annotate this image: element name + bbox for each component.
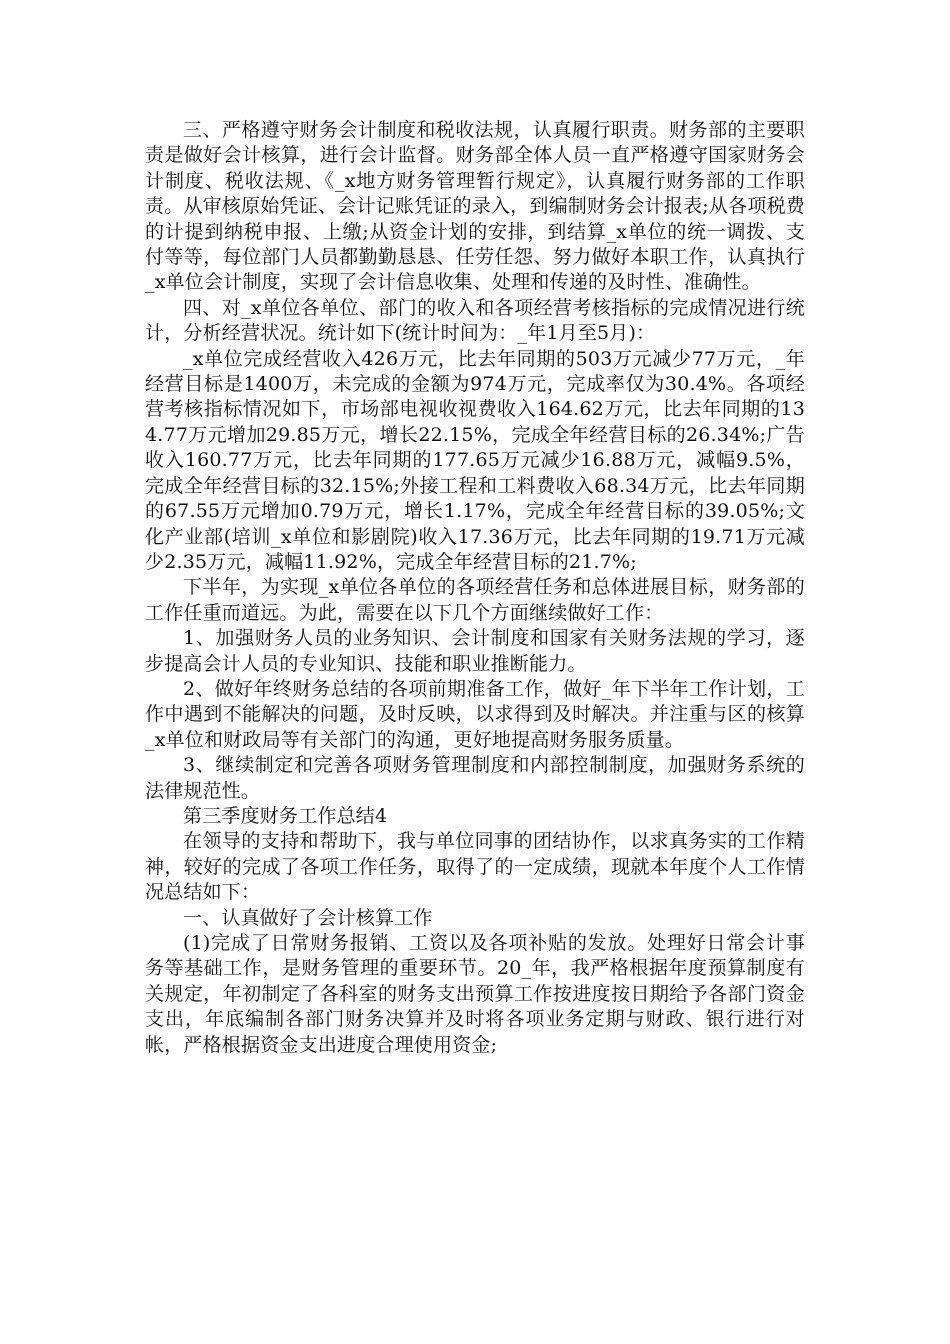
- document-page: [145, 118, 805, 1058]
- paragraph-section-four: 四、对_x单位各单位、部门的收入和各项经营考核指标的完成情况进行统计，分析经营状况。统计如下(统计时间为：_年1月至5月)：: [145, 296, 805, 345]
- section-title: 第三季度财务工作总结4: [183, 804, 388, 827]
- paragraph-second-half: 下半年，为实现_x单位各单位的各项经营任务和总体进展目标，财务部的工作任重而道远。为此，需要在以下几个方面继续做好工作：: [145, 576, 805, 624]
- paragraph-intro: 在领导的支持和帮助下，我与单位同事的团结协作，以求真务实的工作精神，较好的完成了各项工作任务，取得了的一定成绩，现就本年度个人工作情况总结如下：: [145, 830, 805, 904]
- paragraph-revenue-statistics: _x单位完成经营收入426万元，比去年同期的503万元减少77万元，_年经营目标是1400万，未完成的金额为974万元，完成率仅为30.4%。各项经营考核指标情况如下，市场部电视收视费收入164.62万元，比去年同期的134.77万元增加29.85万元，增长22.15%，完成全年经营目标的26.34%;广告收入160.77万元，比去年同期的177.65万元减少16.88万元，减幅9.5%，完成全年经营目标的32.15%;外接工程和工料费收入68.34万元，比去年同期的67.55万元增加0.79万元，增长1.17%，完成全年经营目标的39.05%;文化产业部(培训_x单位和影剧院)收入17.36万元，比去年同期的19.71万元减少2.35万元，减幅11.92%，完成全年经营目标的21.7%;: [145, 347, 806, 573]
- paragraph-accounting-work: (1)完成了日常财务报销、工资以及各项补贴的发放。处理好日常会计事务等基础工作，是财务管理的重要环节。20_年，我严格根据年度预算制度有关规定，年初制定了各科室的财务支出预算工作按进度按日期给予各部门资金支出，年底编制各部门财务决算并及时将各项业务定期与财政、银行进行对帐，严格根据资金支出进度合理使用资金;: [145, 932, 805, 1056]
- list-item-3: 3、继续制定和完善各项财务管理制度和内部控制制度，加强财务系统的法律规范性。: [145, 754, 805, 802]
- list-item-2: 2、做好年终财务总结的各项前期准备工作，做好_年下半年工作计划，工作中遇到不能解决的问题，及时反映，以求得到及时解决。并注重与区的核算_x单位和财政局等有关部门的沟通，更好地提高财务服务质量。: [145, 677, 805, 751]
- list-item-1: 1、加强财务人员的业务知识、会计制度和国家有关财务法规的学习，逐步提高会计人员的专业知识、技能和职业推断能力。: [145, 627, 805, 675]
- subsection-heading: 一、认真做好了会计核算工作: [183, 906, 433, 929]
- paragraph-section-three: 三、严格遵守财务会计制度和税收法规，认真履行职责。财务部的主要职责是做好会计核算，进行会计监督。财务部全体人员一直严格遵守国家财务会计制度、税收法规、《_x地方财务管理暂行规定》，认真履行财务部的工作职责。从审核原始凭证、会计记账凭证的录入，到编制财务会计报表;从各项税费的计提到纳税申报、上缴;从资金计划的安排，到结算_x单位的统一调拨、支付等等，每位部门人员都勤勤恳恳、任劳任怨、努力做好本职工作，认真执行_x单位会计制度，实现了会计信息收集、处理和传递的及时性、准确性。: [145, 119, 805, 294]
